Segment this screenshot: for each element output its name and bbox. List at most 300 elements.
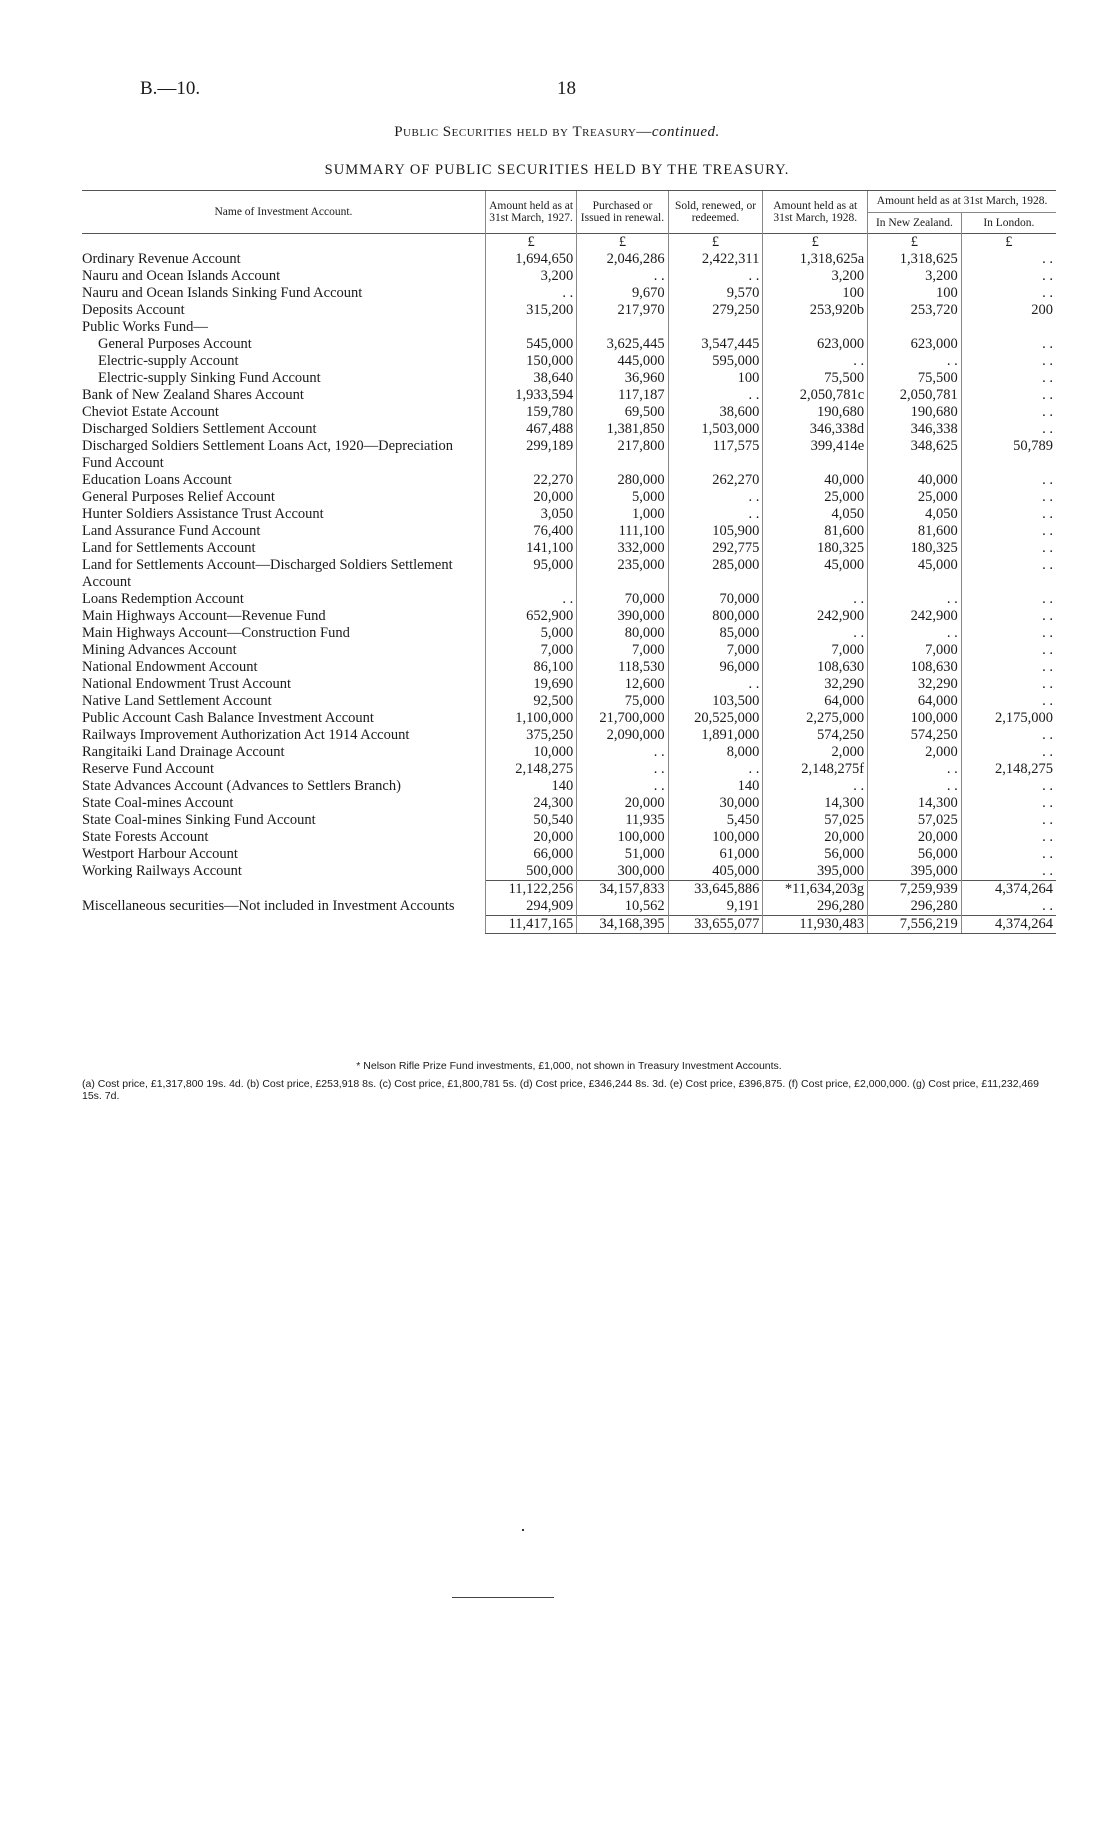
amount-cell: 1,381,850 (577, 421, 668, 438)
amount-cell: . . (961, 285, 1056, 302)
amount-cell: 19,690 (485, 676, 576, 693)
amount-cell: . . (961, 778, 1056, 795)
amount-cell: 56,000 (868, 846, 962, 863)
amount-cell: 50,540 (485, 812, 576, 829)
amount-cell: 7,000 (668, 642, 763, 659)
amount-cell: 10,000 (485, 744, 576, 761)
amount-cell: 467,488 (485, 421, 576, 438)
amount-cell: 20,000 (485, 829, 576, 846)
account-name: Education Loans Account (82, 472, 232, 488)
amount-cell: 2,050,781 (868, 387, 962, 404)
amount-cell: . . (961, 591, 1056, 608)
amount-cell: 3,625,445 (577, 336, 668, 353)
amount-cell: 32,290 (868, 676, 962, 693)
amount-cell: 4,050 (763, 506, 868, 523)
amount-cell: 1,694,650 (485, 251, 576, 268)
amount-cell: 81,600 (868, 523, 962, 540)
account-name: Native Land Settlement Account (82, 693, 272, 709)
amount-cell: . . (961, 268, 1056, 285)
unit-label: £ (668, 234, 763, 252)
amount-cell: 75,500 (868, 370, 962, 387)
amount-cell: 51,000 (577, 846, 668, 863)
amount-cell: 7,000 (485, 642, 576, 659)
amount-cell: 190,680 (868, 404, 962, 421)
amount-cell: 235,000 (577, 557, 668, 591)
account-name: Electric-supply Sinking Fund Account (98, 370, 321, 386)
amount-cell: 76,400 (485, 523, 576, 540)
amount-cell: 45,000 (763, 557, 868, 591)
table-row (82, 489, 1056, 506)
amount-cell: 64,000 (763, 693, 868, 710)
amount-cell: . . (961, 608, 1056, 625)
account-name: Deposits Account (82, 302, 185, 318)
amount-cell: . . (961, 404, 1056, 421)
amount-cell: 141,100 (485, 540, 576, 557)
account-name: General Purposes Relief Account (82, 489, 275, 505)
amount-cell: 253,920b (763, 302, 868, 319)
amount-cell: 45,000 (868, 557, 962, 591)
amount-cell: 300,000 (577, 863, 668, 881)
account-name: Loans Redemption Account (82, 591, 244, 607)
amount-cell: . . (668, 489, 763, 506)
footnote-cost-prices: (a) Cost price, £1,317,800 19s. 4d. (b) Cost price, £253,918 8s. (c) Cost price, £1,800,781 5s. (d) Cost price, £346,244 8s. 3d. (e) Cost price, £396,875. (f) Cost price, £2,000,000. (g) Cost price, £11,232,469 15s. 7d. (82, 1078, 1039, 1102)
amount-cell: 7,259,939 (868, 881, 962, 899)
table-row (82, 778, 1056, 795)
amount-cell: 9,191 (668, 898, 763, 916)
amount-cell: . . (961, 829, 1056, 846)
amount-cell: 1,933,594 (485, 387, 576, 404)
account-name: Bank of New Zealand Shares Account (82, 387, 304, 403)
amount-cell: . . (868, 625, 962, 642)
amount-cell: 800,000 (668, 608, 763, 625)
amount-cell: 66,000 (485, 846, 576, 863)
amount-cell: 14,300 (868, 795, 962, 812)
table-row (82, 438, 1056, 472)
amount-cell: . . (868, 778, 962, 795)
amount-cell: . . (763, 353, 868, 370)
amount-cell: 242,900 (868, 608, 962, 625)
amount-cell: 7,556,219 (868, 916, 962, 934)
amount-cell: 96,000 (668, 659, 763, 676)
amount-cell: 4,374,264 (961, 881, 1056, 899)
amount-cell: 36,960 (577, 370, 668, 387)
amount-cell: . . (577, 744, 668, 761)
amount-cell: 9,670 (577, 285, 668, 302)
amount-cell: . . (961, 795, 1056, 812)
amount-cell (763, 319, 868, 336)
col-header-london: In London. (961, 212, 1056, 234)
amount-cell: 190,680 (763, 404, 868, 421)
amount-cell: . . (961, 693, 1056, 710)
amount-cell: . . (868, 761, 962, 778)
amount-cell: 105,900 (668, 523, 763, 540)
amount-cell: 500,000 (485, 863, 576, 881)
amount-cell: . . (668, 761, 763, 778)
amount-cell: 299,189 (485, 438, 576, 472)
amount-cell: 24,300 (485, 795, 576, 812)
account-name: General Purposes Account (98, 336, 252, 352)
securities-table (82, 190, 1056, 934)
table-title: SUMMARY OF PUBLIC SECURITIES HELD BY THE TREASURY. (324, 162, 790, 178)
amount-cell: 11,930,483 (763, 916, 868, 934)
amount-cell: 57,025 (868, 812, 962, 829)
amount-cell: . . (961, 676, 1056, 693)
amount-cell: 10,562 (577, 898, 668, 916)
amount-cell: 69,500 (577, 404, 668, 421)
table-row (82, 472, 1056, 489)
amount-cell: 5,450 (668, 812, 763, 829)
amount-cell: 3,050 (485, 506, 576, 523)
account-name: Hunter Soldiers Assistance Trust Account (82, 506, 324, 522)
table-row (82, 625, 1056, 642)
amount-cell: . . (485, 591, 576, 608)
amount-cell: 3,200 (868, 268, 962, 285)
amount-cell: 180,325 (763, 540, 868, 557)
end-rule (452, 1597, 554, 1598)
amount-cell: 85,000 (668, 625, 763, 642)
table-row (82, 421, 1056, 438)
amount-cell: 180,325 (868, 540, 962, 557)
amount-cell: 2,000 (763, 744, 868, 761)
stray-mark (522, 1529, 524, 1531)
amount-cell: . . (961, 898, 1056, 916)
amount-cell: 80,000 (577, 625, 668, 642)
table-row (82, 659, 1056, 676)
account-name: Miscellaneous securities—Not included in Investment Accounts (82, 898, 455, 914)
account-name: National Endowment Account (82, 659, 258, 675)
account-name: Public Account Cash Balance Investment Account (82, 710, 374, 726)
amount-cell: 2,148,275f (763, 761, 868, 778)
amount-cell: 117,575 (668, 438, 763, 472)
amount-cell: 140 (485, 778, 576, 795)
account-name: Railways Improvement Authorization Act 1914 Account (82, 727, 410, 743)
table-row (82, 863, 1056, 881)
amount-cell: . . (668, 387, 763, 404)
amount-cell: 375,250 (485, 727, 576, 744)
page-title (0, 124, 1114, 141)
amount-cell: 545,000 (485, 336, 576, 353)
table-row (82, 676, 1056, 693)
amount-cell: 64,000 (868, 693, 962, 710)
amount-cell: 20,000 (577, 795, 668, 812)
unit-label: £ (485, 234, 576, 252)
table-row (82, 404, 1056, 421)
amount-cell: 315,200 (485, 302, 576, 319)
amount-cell: 2,000 (868, 744, 962, 761)
table-row (82, 506, 1056, 523)
account-name: Nauru and Ocean Islands Account (82, 268, 281, 284)
amount-cell: 2,046,286 (577, 251, 668, 268)
amount-cell: 5,000 (485, 625, 576, 642)
amount-cell: 81,600 (763, 523, 868, 540)
amount-cell: 33,655,077 (668, 916, 763, 934)
col-header-held-1927: Amount held as at 31st March, 1927. (485, 191, 576, 234)
amount-cell: 32,290 (763, 676, 868, 693)
account-name: Westport Harbour Account (82, 846, 238, 862)
amount-cell: . . (961, 506, 1056, 523)
account-name: Nauru and Ocean Islands Sinking Fund Account (82, 285, 363, 301)
amount-cell: 346,338 (868, 421, 962, 438)
amount-cell: 11,122,256 (485, 881, 576, 899)
account-name: State Forests Account (82, 829, 209, 845)
table-row (82, 523, 1056, 540)
amount-cell: 40,000 (868, 472, 962, 489)
col-header-sold: Sold, renewed, or redeemed. (668, 191, 763, 234)
title-continued: continued. (651, 124, 720, 140)
amount-cell: . . (868, 591, 962, 608)
amount-cell: 1,503,000 (668, 421, 763, 438)
amount-cell: 294,909 (485, 898, 576, 916)
amount-cell: 20,000 (763, 829, 868, 846)
amount-cell: 86,100 (485, 659, 576, 676)
account-name (82, 881, 485, 899)
account-name: State Coal-mines Account (82, 795, 234, 811)
amount-cell: 108,630 (763, 659, 868, 676)
amount-cell: 217,800 (577, 438, 668, 472)
amount-cell: . . (668, 676, 763, 693)
table-row (82, 387, 1056, 404)
amount-cell: . . (668, 268, 763, 285)
amount-cell: 4,374,264 (961, 916, 1056, 934)
title-main: Public Securities held by Treasury— (394, 124, 652, 140)
unit-label: £ (868, 234, 962, 252)
amount-cell: 3,200 (763, 268, 868, 285)
amount-cell: 25,000 (763, 489, 868, 506)
table-row (82, 710, 1056, 727)
amount-cell: . . (577, 268, 668, 285)
amount-cell: 103,500 (668, 693, 763, 710)
amount-cell: . . (961, 863, 1056, 881)
account-name: Ordinary Revenue Account (82, 251, 241, 267)
amount-cell: 1,891,000 (668, 727, 763, 744)
account-name: Rangitaiki Land Drainage Account (82, 744, 285, 760)
amount-cell: 445,000 (577, 353, 668, 370)
table-row (82, 795, 1056, 812)
account-name: Land for Settlements Account (82, 540, 256, 556)
table-row (82, 370, 1056, 387)
amount-cell: 348,625 (868, 438, 962, 472)
amount-cell: . . (868, 353, 962, 370)
account-name: National Endowment Trust Account (82, 676, 292, 692)
unit-row (82, 234, 1056, 252)
amount-cell: . . (763, 625, 868, 642)
amount-cell: 11,935 (577, 812, 668, 829)
amount-cell: 2,422,311 (668, 251, 763, 268)
amount-cell: 150,000 (485, 353, 576, 370)
amount-cell: . . (961, 489, 1056, 506)
amount-cell: 346,338d (763, 421, 868, 438)
amount-cell: 111,100 (577, 523, 668, 540)
amount-cell: 25,000 (868, 489, 962, 506)
amount-cell: 140 (668, 778, 763, 795)
table-row (82, 319, 1056, 336)
amount-cell: 9,570 (668, 285, 763, 302)
amount-cell: 1,318,625 (868, 251, 962, 268)
misc-row (82, 898, 1056, 916)
amount-cell: 200 (961, 302, 1056, 319)
amount-cell: 395,000 (763, 863, 868, 881)
table-row (82, 557, 1056, 591)
amount-cell: 100 (763, 285, 868, 302)
table-row (82, 846, 1056, 863)
amount-cell: 22,270 (485, 472, 576, 489)
amount-cell: 34,157,833 (577, 881, 668, 899)
amount-cell: 7,000 (577, 642, 668, 659)
table-row (82, 761, 1056, 778)
amount-cell: *11,634,203g (763, 881, 868, 899)
amount-cell: 3,547,445 (668, 336, 763, 353)
total-row (82, 916, 1056, 934)
account-name: State Advances Account (Advances to Settlers Branch) (82, 778, 401, 794)
amount-cell: . . (961, 557, 1056, 591)
table-row (82, 268, 1056, 285)
footnotes (82, 1060, 1056, 1102)
amount-cell: 20,000 (868, 829, 962, 846)
amount-cell: . . (961, 659, 1056, 676)
amount-cell: 70,000 (577, 591, 668, 608)
amount-cell: . . (668, 506, 763, 523)
amount-cell: 100,000 (668, 829, 763, 846)
amount-cell: 159,780 (485, 404, 576, 421)
amount-cell: 2,148,275 (485, 761, 576, 778)
amount-cell: 262,270 (668, 472, 763, 489)
amount-cell: 20,000 (485, 489, 576, 506)
amount-cell: . . (961, 336, 1056, 353)
amount-cell: 75,500 (763, 370, 868, 387)
amount-cell: 100,000 (577, 829, 668, 846)
amount-cell (577, 319, 668, 336)
amount-cell: 118,530 (577, 659, 668, 676)
amount-cell: 7,000 (868, 642, 962, 659)
amount-cell: . . (961, 744, 1056, 761)
amount-cell (485, 319, 576, 336)
col-header-name: Name of Investment Account. (82, 191, 485, 234)
amount-cell: 12,600 (577, 676, 668, 693)
amount-cell: 38,640 (485, 370, 576, 387)
amount-cell: 40,000 (763, 472, 868, 489)
amount-cell: 4,050 (868, 506, 962, 523)
amount-cell: . . (961, 540, 1056, 557)
amount-cell: 399,414e (763, 438, 868, 472)
table-row (82, 693, 1056, 710)
amount-cell: 242,900 (763, 608, 868, 625)
amount-cell: . . (961, 812, 1056, 829)
table-row (82, 251, 1056, 268)
amount-cell: 296,280 (868, 898, 962, 916)
account-name: Main Highways Account—Construction Fund (82, 625, 350, 641)
amount-cell: . . (961, 472, 1056, 489)
col-header-new-zealand: In New Zealand. (868, 212, 962, 234)
account-name: Main Highways Account—Revenue Fund (82, 608, 326, 624)
account-name (82, 916, 485, 934)
amount-cell: 3,200 (485, 268, 576, 285)
amount-cell: 50,789 (961, 438, 1056, 472)
table-row (82, 353, 1056, 370)
amount-cell: 61,000 (668, 846, 763, 863)
amount-cell: . . (961, 846, 1056, 863)
amount-cell: 2,275,000 (763, 710, 868, 727)
table-row (82, 727, 1056, 744)
col-header-group-1928: Amount held as at 31st March, 1928. (868, 191, 1056, 213)
amount-cell: . . (961, 625, 1056, 642)
col-header-held-1928: Amount held as at 31st March, 1928. (763, 191, 868, 234)
amount-cell: 574,250 (868, 727, 962, 744)
account-name: State Coal-mines Sinking Fund Account (82, 812, 316, 828)
account-name: Electric-supply Account (98, 353, 239, 369)
amount-cell: 1,318,625a (763, 251, 868, 268)
amount-cell: . . (961, 353, 1056, 370)
account-name: Land for Settlements Account—Discharged Soldiers Settlement Account (82, 557, 453, 590)
amount-cell: . . (961, 387, 1056, 404)
account-name: Working Railways Account (82, 863, 242, 879)
amount-cell: 2,090,000 (577, 727, 668, 744)
amount-cell: 2,050,781c (763, 387, 868, 404)
col-header-purchased: Purchased or Issued in renewal. (577, 191, 668, 234)
amount-cell: 217,970 (577, 302, 668, 319)
amount-cell: 253,720 (868, 302, 962, 319)
amount-cell: . . (577, 761, 668, 778)
footnote-star: * Nelson Rifle Prize Fund investments, £1,000, not shown in Treasury Investment Accounts. (356, 1060, 782, 1072)
amount-cell: 33,645,886 (668, 881, 763, 899)
amount-cell: 296,280 (763, 898, 868, 916)
table-row (82, 591, 1056, 608)
amount-cell: 574,250 (763, 727, 868, 744)
unit-label: £ (961, 234, 1056, 252)
table-row (82, 812, 1056, 829)
amount-cell: 280,000 (577, 472, 668, 489)
amount-cell (668, 319, 763, 336)
amount-cell: 285,000 (668, 557, 763, 591)
amount-cell: 1,100,000 (485, 710, 576, 727)
subtotal-row (82, 881, 1056, 899)
amount-cell (961, 319, 1056, 336)
amount-cell: 405,000 (668, 863, 763, 881)
amount-cell: . . (485, 285, 576, 302)
amount-cell: 56,000 (763, 846, 868, 863)
amount-cell (868, 319, 962, 336)
amount-cell: 20,525,000 (668, 710, 763, 727)
amount-cell: 95,000 (485, 557, 576, 591)
amount-cell: . . (961, 727, 1056, 744)
amount-cell: 100,000 (868, 710, 962, 727)
amount-cell: 92,500 (485, 693, 576, 710)
amount-cell: 75,000 (577, 693, 668, 710)
table-row (82, 829, 1056, 846)
amount-cell: 279,250 (668, 302, 763, 319)
amount-cell: 1,000 (577, 506, 668, 523)
amount-cell: 57,025 (763, 812, 868, 829)
table-row (82, 540, 1056, 557)
account-name: Reserve Fund Account (82, 761, 215, 777)
amount-cell: 30,000 (668, 795, 763, 812)
amount-cell: 108,630 (868, 659, 962, 676)
amount-cell: 292,775 (668, 540, 763, 557)
account-name: Cheviot Estate Account (82, 404, 219, 420)
table-row (82, 642, 1056, 659)
table-row (82, 744, 1056, 761)
amount-cell: . . (961, 251, 1056, 268)
account-name: Mining Advances Account (82, 642, 237, 658)
account-name: Public Works Fund— (82, 319, 208, 335)
account-name: Discharged Soldiers Settlement Loans Act, 1920—Depreciation Fund Account (82, 438, 454, 471)
page-number: 18 (557, 78, 576, 99)
unit-label: £ (577, 234, 668, 252)
amount-cell: . . (961, 642, 1056, 659)
amount-cell: 332,000 (577, 540, 668, 557)
amount-cell: 70,000 (668, 591, 763, 608)
amount-cell: 2,148,275 (961, 761, 1056, 778)
document-reference: B.—10. (140, 78, 201, 99)
